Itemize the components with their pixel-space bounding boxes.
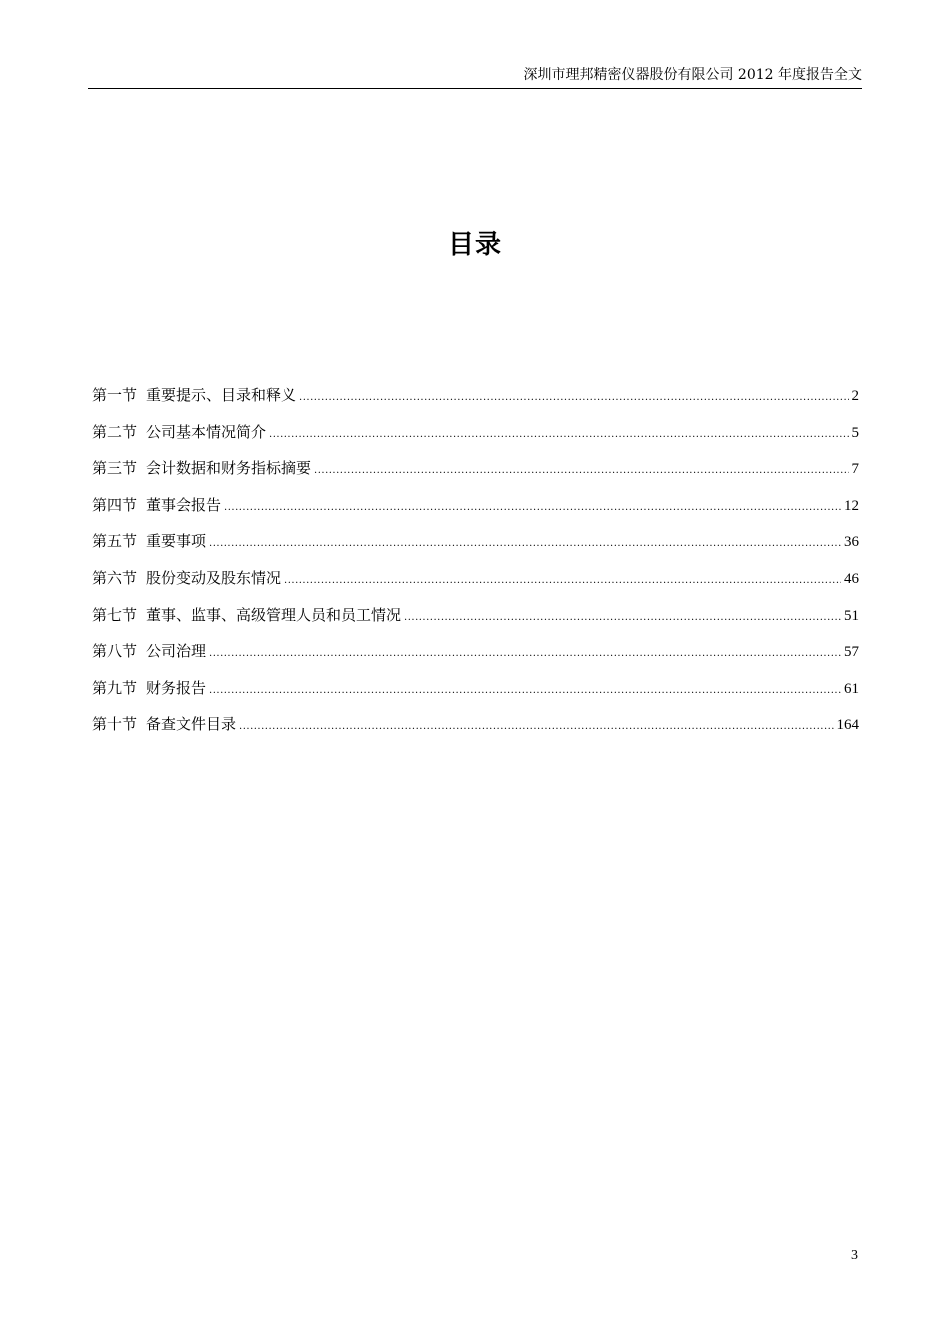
toc-section-number: 第九节 <box>92 678 138 697</box>
table-of-contents <box>92 384 859 750</box>
page-title: 目录 <box>447 230 502 260</box>
toc-section-title: 股份变动及股东情况 <box>146 568 282 587</box>
toc-section-number: 第八节 <box>92 642 138 661</box>
toc-dot-leader <box>209 643 841 665</box>
toc-section-number: 第二节 <box>92 422 138 441</box>
toc-dot-leader <box>209 680 841 702</box>
toc-dot-leader <box>404 607 841 629</box>
toc-entry-2[interactable] <box>92 421 859 458</box>
toc-section-number: 第五节 <box>92 532 138 551</box>
toc-section-title: 董事会报告 <box>146 495 222 514</box>
toc-entry-6[interactable] <box>92 567 859 604</box>
toc-page-number: 164 <box>836 717 859 734</box>
toc-section-number: 第六节 <box>92 568 138 587</box>
toc-dot-leader <box>299 387 848 409</box>
toc-dot-leader <box>284 570 841 592</box>
toc-entry-8[interactable] <box>92 640 859 677</box>
toc-dot-leader <box>209 533 841 555</box>
toc-entry-10[interactable] <box>92 713 859 750</box>
toc-page-number: 61 <box>844 680 859 697</box>
toc-page-number: 46 <box>844 570 859 587</box>
running-header: 深圳市理邦精密仪器股份有限公司 2012 年度报告全文 <box>88 66 862 89</box>
toc-entry-1[interactable] <box>92 384 859 421</box>
toc-section-number: 第三节 <box>92 459 138 478</box>
toc-dot-leader <box>314 460 848 482</box>
toc-section-number: 第一节 <box>92 386 138 404</box>
toc-section-title: 重要提示、目录和释义 <box>146 386 297 404</box>
toc-section-title: 董事、监事、高级管理人员和员工情况 <box>146 605 402 624</box>
toc-dot-leader <box>269 424 848 446</box>
toc-section-title: 重要事项 <box>146 532 207 551</box>
toc-section-title: 财务报告 <box>146 678 207 697</box>
toc-entry-7[interactable] <box>92 604 859 641</box>
toc-entry-4[interactable] <box>92 494 859 531</box>
page-number: 3 <box>851 1248 858 1263</box>
toc-section-number: 第七节 <box>92 605 138 624</box>
toc-page-number: 57 <box>844 644 859 661</box>
toc-section-title: 会计数据和财务指标摘要 <box>146 459 312 478</box>
toc-section-number: 第四节 <box>92 495 138 514</box>
toc-entry-3[interactable] <box>92 457 859 494</box>
toc-section-title: 公司基本情况简介 <box>146 422 267 441</box>
toc-page-number: 51 <box>844 607 859 624</box>
toc-section-title: 备查文件目录 <box>146 715 237 734</box>
toc-section-number: 第十节 <box>92 715 138 734</box>
toc-page-number: 7 <box>851 461 859 478</box>
toc-page-number: 36 <box>844 534 859 551</box>
toc-dot-leader <box>239 716 833 738</box>
toc-page-number: 5 <box>851 424 859 441</box>
toc-page-number: 2 <box>851 388 859 404</box>
toc-entry-9[interactable] <box>92 677 859 714</box>
toc-page-number: 12 <box>844 497 859 514</box>
toc-dot-leader <box>224 497 841 519</box>
toc-entry-5[interactable] <box>92 530 859 567</box>
toc-section-title: 公司治理 <box>146 642 207 661</box>
